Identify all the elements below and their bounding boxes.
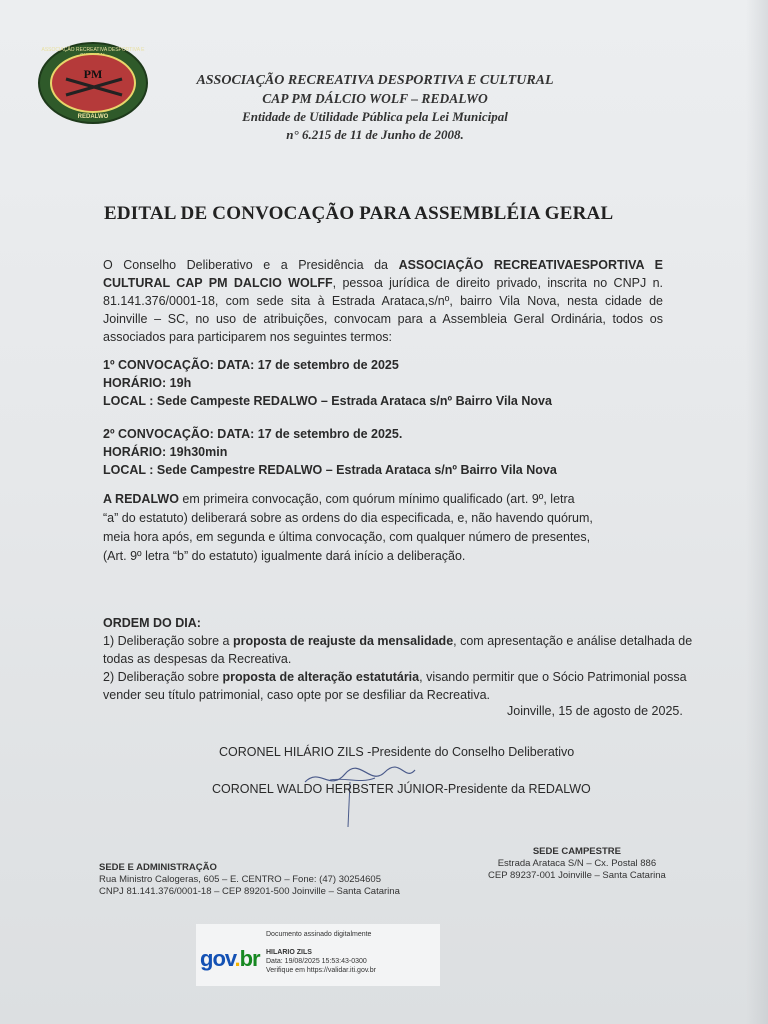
govbr-digital-signature: [196, 924, 440, 986]
conv1-date: 1º CONVOCAÇÃO: DATA: 17 de setembro de 2025: [103, 358, 399, 372]
govbr-logo-gov: gov: [200, 946, 235, 971]
page-edge-shadow: [746, 0, 768, 1024]
govbr-sign-date: Data: 19/08/2025 15:53:43-0300: [266, 958, 367, 965]
agenda-item-2-text-b: , visando permitir que o Sócio Patrimonial possa vender seu título patrimonial, caso opte por se desfiliar da Recreativa.: [103, 670, 687, 702]
govbr-logo-dot: .: [234, 946, 240, 971]
seal-top-text: ASSOCIAÇÃO RECREATIVA DESPORTIVA E: [41, 47, 145, 53]
quorum-paragraph: [103, 490, 593, 566]
conv1-time: HORÁRIO: 19h: [103, 376, 192, 390]
signature-line-1: CORONEL HILÁRIO ZILS -Presidente do Conselho Deliberativo: [219, 745, 575, 759]
crossed-rifles-icon: [64, 77, 124, 97]
agenda-item-2-text-a: 2) Deliberação sobre: [103, 670, 223, 684]
govbr-logo: [200, 946, 260, 972]
second-convocation: [103, 425, 663, 479]
footer-campestre: [488, 846, 666, 882]
intro-text-2: , pessoa jurídica de direito privado, inscrita no CNPJ n. 81.141.376/0001-18, com sede sita à Estrada Arataca,s/nº, bairro Vila Nova, nesta cidade de Joinville – SC, no uso de atribuições, convocam para a Assembleia Geral Ordinária, todos os associados para participarem nos seguintes termos:: [103, 276, 663, 344]
seal-center-text: PM: [83, 67, 103, 81]
intro-association-name: ASSOCIAÇÃO RECREATIVAESPORTIVA E CULTURAL CAP PM DALCIO WOLFF: [103, 258, 663, 290]
agenda-item-1: [103, 632, 703, 668]
footer-left-line-2: CNPJ 81.141.376/0001-18 – CEP 89201-500 Joinville – Santa Catarina: [99, 886, 400, 897]
agenda-section: [103, 614, 703, 704]
handwritten-signature: [300, 762, 420, 832]
conv2-time: HORÁRIO: 19h30min: [103, 445, 228, 459]
document-title: EDITAL DE CONVOCAÇÃO PARA ASSEMBLÉIA GERAL: [104, 203, 614, 224]
conv2-date: 2º CONVOCAÇÃO: DATA: 17 de setembro de 2025.: [103, 427, 403, 441]
conv2-location: LOCAL : Sede Campestre REDALWO – Estrada Arataca s/nº Bairro Vila Nova: [103, 463, 557, 477]
intro-text-1: O Conselho Deliberativo e a Presidência da: [103, 258, 399, 272]
letterhead-line-4: n° 6.215 de 11 de Junho de 2008.: [286, 127, 464, 142]
agenda-title: ORDEM DO DIA:: [103, 616, 201, 630]
footer-right-line-2: CEP 89237-001 Joinville – Santa Catarina: [488, 870, 666, 881]
intro-paragraph: [103, 256, 663, 346]
signature-line-2: CORONEL WALDO HERBSTER JÚNIOR-Presidente da REDALWO: [212, 782, 591, 796]
seal-inner-circle: [50, 53, 136, 113]
footer-right-title: SEDE CAMPESTRE: [532, 846, 621, 857]
agenda-item-2: [103, 668, 703, 704]
footer-headquarters: [99, 862, 400, 898]
agenda-item-1-text-a: 1) Deliberação sobre a: [103, 634, 233, 648]
document-date: Joinville, 15 de agosto de 2025.: [507, 704, 683, 718]
agenda-item-1-text-b: , com apresentação e análise detalhada de todas as despesas da Recreativa.: [103, 634, 693, 666]
conv1-location: LOCAL : Sede Campeste REDALWO – Estrada Arataca s/nº Bairro Vila Nova: [103, 394, 552, 408]
agenda-item-2-bold: proposta de alteração estatutária: [222, 670, 420, 684]
seal-bottom-text: REDALWO: [77, 114, 109, 120]
govbr-logo-br: br: [239, 946, 260, 971]
footer-left-line-1: Rua Ministro Calogeras, 605 – E. CENTRO – Fone: (47) 30254605: [99, 874, 381, 885]
letterhead-line-2: CAP PM DÁLCIO WOLF – REDALWO: [262, 91, 488, 106]
letterhead: [165, 72, 585, 144]
agenda-item-1-bold: proposta de reajuste da mensalidade: [232, 634, 454, 648]
association-seal: [38, 42, 148, 124]
govbr-signer-name: HILARIO ZILS: [266, 949, 312, 956]
govbr-verify-link[interactable]: Verifique em https://validar.iti.gov.br: [266, 967, 376, 974]
letterhead-line-3: Entidade de Utilidade Pública pela Lei Municipal: [242, 109, 508, 124]
first-convocation: [103, 356, 663, 410]
quorum-bold: A REDALWO: [103, 492, 179, 506]
footer-right-line-1: Estrada Arataca S/N – Cx. Postal 886: [497, 858, 657, 869]
govbr-header: Documento assinado digitalmente: [266, 931, 372, 938]
footer-left-title: SEDE E ADMINISTRAÇÃO: [99, 862, 217, 873]
quorum-text: em primeira convocação, com quórum mínimo qualificado (art. 9º, letra “a” do estatuto) deliberará sobre as ordens do dia especificada, e, não havendo quórum, meia hora após, em segunda e última convocação, com qualquer número de presentes, (Art. 9º letra “b” do estatuto) igualmente dará início a deliberação.: [103, 492, 593, 563]
letterhead-line-1: ASSOCIAÇÃO RECREATIVA DESPORTIVA E CULTURAL: [196, 73, 554, 88]
